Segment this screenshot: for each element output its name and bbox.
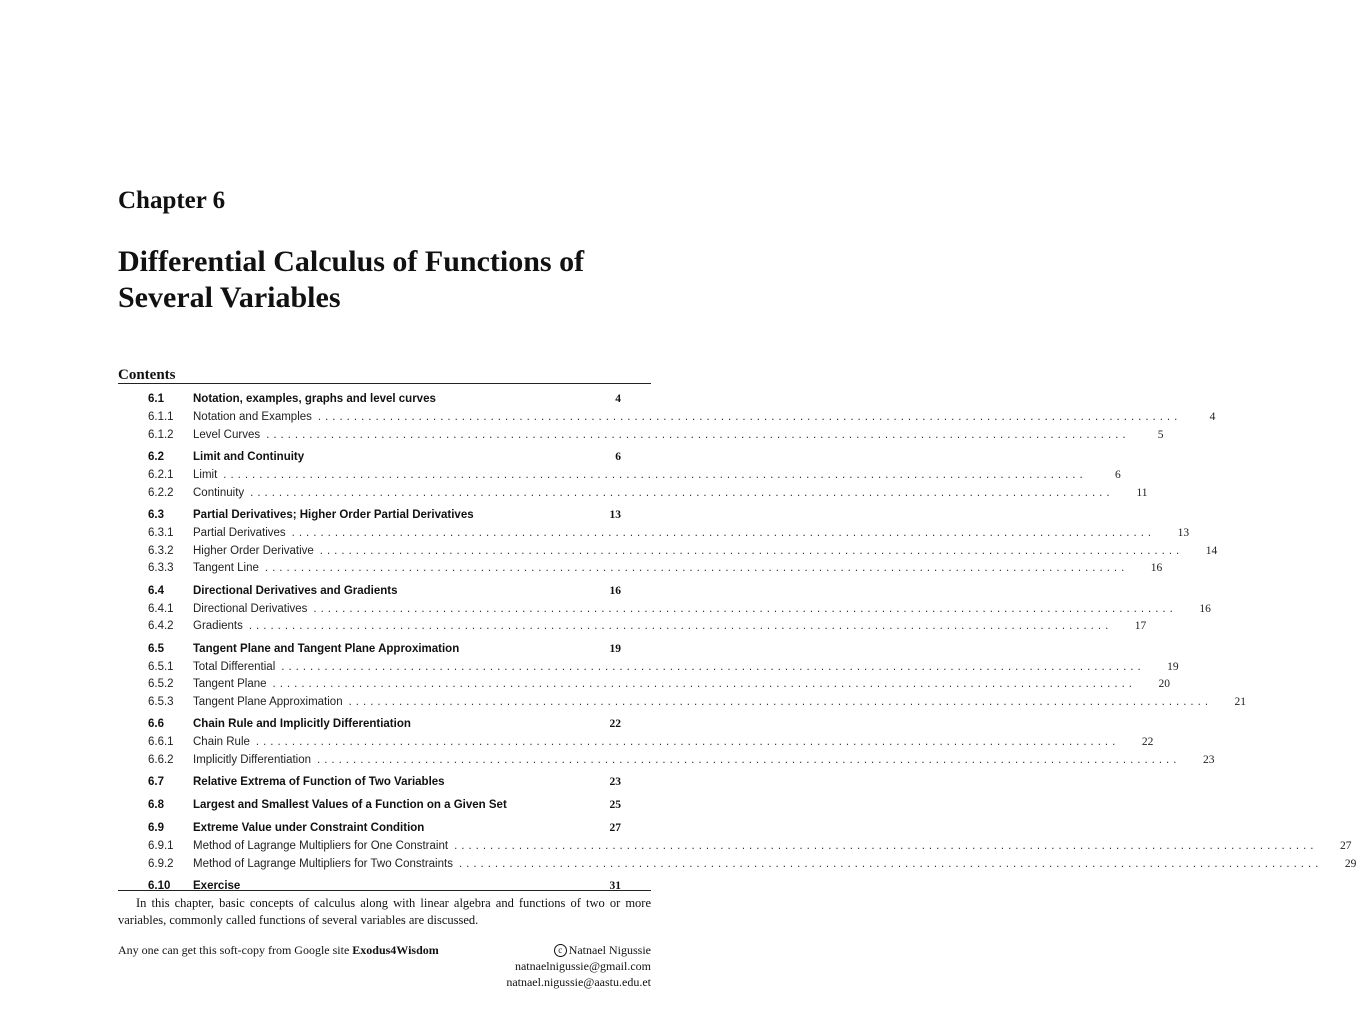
toc-entry-number: 6.3.3 (148, 562, 174, 574)
toc-entry-number: 6.9 (148, 822, 164, 834)
toc-entry-page: 19 (1167, 660, 1179, 673)
toc-entry-number: 6.8 (148, 799, 164, 811)
toc-subsection-row (148, 856, 1356, 872)
toc-section-row (148, 716, 621, 732)
toc-entry-title: Directional Derivatives and Gradients (193, 584, 398, 597)
toc-subsection-row (148, 485, 1148, 501)
toc-entry-number: 6.10 (148, 880, 171, 892)
toc-entry-page: 21 (1234, 695, 1247, 708)
toc-entry-page: 4 (615, 393, 621, 405)
footer-email-2: natnael.nigussie@aastu.edu.et (506, 975, 651, 989)
footer-site-name: Exodus4Wisdom (352, 943, 439, 957)
toc-entry-number: 6.6 (148, 718, 164, 730)
chapter-title: Differential Calculus of Functions of Several Variables (118, 245, 585, 314)
toc-dot-leader: ........................................................................................................................ (454, 840, 1318, 852)
toc-entry-number: 6.3.1 (148, 527, 174, 539)
toc-entry-page: 13 (609, 509, 621, 521)
toc-dot-leader: ........................................................................................................................ (458, 857, 1323, 870)
toc-section-row (148, 797, 621, 813)
toc-entry-page: 16 (1150, 562, 1163, 574)
toc-entry-page: 29 (1344, 857, 1356, 870)
toc-section-row (148, 820, 621, 836)
toc-entry-title: Method of Lagrange Multipliers for One Constraint (193, 840, 449, 852)
toc-entry-page: 19 (609, 642, 621, 655)
toc-entry-number: 6.6.2 (148, 753, 174, 766)
toc-entry-page: 23 (609, 776, 621, 788)
toc-subsection-row (148, 560, 1163, 576)
toc-dot-leader: ........................................................................................................................ (250, 486, 1114, 499)
toc-entry-number: 6.6.1 (148, 736, 174, 748)
toc-entry-title: Level Curves (193, 428, 261, 441)
toc-entry-title: Tangent Plane and Tangent Plane Approximation (193, 642, 460, 655)
toc-entry-number: 6.1.2 (148, 428, 174, 441)
toc-entry-page: 14 (1205, 544, 1218, 557)
toc-entry-page: 25 (609, 799, 621, 811)
toc-entry-page: 16 (609, 584, 621, 597)
toc-subsection-row (148, 694, 1247, 710)
footer-source-text: Any one can get this soft-copy from Google site (118, 943, 350, 957)
toc-entry-page: 23 (1202, 753, 1215, 766)
toc-entry-page: 11 (1136, 486, 1148, 499)
toc-dot-leader: ........................................................................................................................ (291, 527, 1156, 539)
toc-entry-title: Gradients (193, 620, 243, 632)
toc-entry-title: Higher Order Derivative (193, 544, 314, 557)
toc-section-row (148, 507, 621, 523)
footer-author-line (506, 942, 651, 958)
toc-subsection-row (148, 427, 1164, 443)
toc-subsection-row (148, 467, 1121, 483)
toc-entry-number: 6.5.1 (148, 660, 174, 673)
toc-section-row (148, 878, 621, 894)
toc-entry-number: 6.2.2 (148, 486, 174, 499)
intro-paragraph: In this chapter, basic concepts of calculus along with linear algebra and functions of two or more variables, commonly called functions of several variables are discussed. (118, 896, 651, 927)
toc-entry-title: Implicitly Differentiation (193, 753, 312, 766)
contents-bottom-rule (118, 890, 651, 891)
toc-entry-title: Tangent Plane (193, 678, 267, 690)
toc-subsection-row (148, 676, 1170, 692)
toc-dot-leader: ........................................................................................................................ (319, 544, 1184, 557)
toc-section-row (148, 583, 621, 599)
toc-dot-leader: ........................................................................................................................ (272, 678, 1136, 690)
toc-dot-leader: ........................................................................................................................ (266, 428, 1130, 441)
toc-section-row (148, 774, 621, 790)
footer-author: Natnael Nigussie (568, 943, 651, 957)
toc-entry-number: 6.9.1 (148, 840, 174, 852)
toc-entry-page: 16 (1199, 602, 1211, 615)
toc-entry-number: 6.7 (148, 776, 164, 788)
toc-dot-leader: ........................................................................................................................ (223, 469, 1087, 481)
toc-section-row (148, 449, 621, 465)
toc-dot-leader: ........................................................................................................................ (317, 753, 1181, 766)
toc-subsection-row (148, 525, 1190, 541)
toc-entry-title: Tangent Line (193, 562, 259, 574)
toc-entry-number: 6.1.1 (148, 411, 174, 423)
toc-entry-number: 6.1 (148, 393, 164, 405)
footer-email-1: natnaelnigussie@gmail.com (514, 959, 651, 973)
toc-dot-leader: ........................................................................................................................ (313, 602, 1177, 615)
toc-entry-number: 6.5.3 (148, 695, 174, 708)
toc-entry-number: 6.4.2 (148, 620, 174, 632)
toc-dot-leader: ........................................................................................................................ (281, 660, 1145, 673)
footer-author-block (506, 942, 651, 990)
toc-dot-leader: ........................................................................................................................ (348, 695, 1213, 708)
toc-subsection-row (148, 838, 1352, 854)
toc-entry-page: 22 (1141, 736, 1154, 748)
toc-entry-page: 17 (1134, 620, 1147, 632)
toc-entry-page: 5 (1157, 428, 1164, 441)
toc-entry-title: Continuity (193, 486, 245, 499)
toc-entry-title: Exercise (193, 880, 241, 892)
toc-entry-page: 6 (1114, 469, 1121, 481)
copyright-icon: c (554, 944, 567, 957)
toc-dot-leader: ........................................................................................................................ (255, 736, 1120, 748)
toc-entry-title: Extreme Value under Constraint Condition (193, 822, 425, 834)
footer-source-note (118, 942, 439, 958)
toc-entry-number: 6.5.2 (148, 678, 174, 690)
contents-heading: Contents (118, 367, 176, 383)
toc-entry-title: Largest and Smallest Values of a Function on a Given Set (193, 799, 507, 811)
toc-dot-leader: ........................................................................................................................ (264, 562, 1129, 574)
toc-entry-page: 31 (609, 880, 621, 892)
chapter-label: Chapter 6 (118, 187, 226, 214)
toc-dot-leader: ........................................................................................................................ (248, 620, 1113, 632)
toc-subsection-row (148, 618, 1147, 634)
toc-entry-title: Directional Derivatives (193, 602, 308, 615)
toc-section-row (148, 391, 621, 407)
toc-entry-number: 6.2.1 (148, 469, 174, 481)
toc-entry-title: Chain Rule and Implicitly Differentiation (193, 718, 411, 730)
toc-entry-number: 6.9.2 (148, 857, 174, 870)
toc-dot-leader: ........................................................................................................................ (317, 411, 1182, 423)
toc-entry-page: 22 (609, 718, 621, 730)
toc-subsection-row (148, 543, 1218, 559)
toc-entry-title: Notation, examples, graphs and level curves (193, 393, 436, 405)
toc-entry-title: Method of Lagrange Multipliers for Two Constraints (193, 857, 453, 870)
toc-subsection-row (148, 659, 1179, 675)
toc-subsection-row (148, 734, 1154, 750)
toc-entry-title: Chain Rule (193, 736, 250, 748)
toc-section-row (148, 641, 621, 657)
toc-entry-number: 6.4 (148, 584, 164, 597)
toc-entry-page: 13 (1177, 527, 1190, 539)
toc-entry-title: Partial Derivatives; Higher Order Partial Derivatives (193, 509, 474, 521)
toc-entry-page: 6 (615, 451, 621, 463)
toc-subsection-row (148, 409, 1216, 425)
toc-entry-number: 6.2 (148, 451, 164, 463)
toc-entry-page: 27 (1339, 840, 1352, 852)
toc-entry-number: 6.4.1 (148, 602, 174, 615)
toc-entry-title: Notation and Examples (193, 411, 312, 423)
toc-entry-number: 6.3 (148, 509, 164, 521)
toc-entry-title: Tangent Plane Approximation (193, 695, 343, 708)
toc-entry-title: Limit and Continuity (193, 451, 305, 463)
toc-entry-title: Relative Extrema of Function of Two Variables (193, 776, 445, 788)
toc-entry-page: 20 (1158, 678, 1170, 690)
toc-entry-title: Partial Derivatives (193, 527, 286, 539)
toc-entry-page: 27 (609, 822, 621, 834)
toc-entry-number: 6.5 (148, 642, 164, 655)
toc-entry-page: 4 (1209, 411, 1216, 423)
toc-entry-number: 6.3.2 (148, 544, 174, 557)
toc-entry-title: Limit (193, 469, 218, 481)
toc-subsection-row (148, 601, 1211, 617)
toc-entry-title: Total Differential (193, 660, 276, 673)
toc-subsection-row (148, 752, 1215, 768)
